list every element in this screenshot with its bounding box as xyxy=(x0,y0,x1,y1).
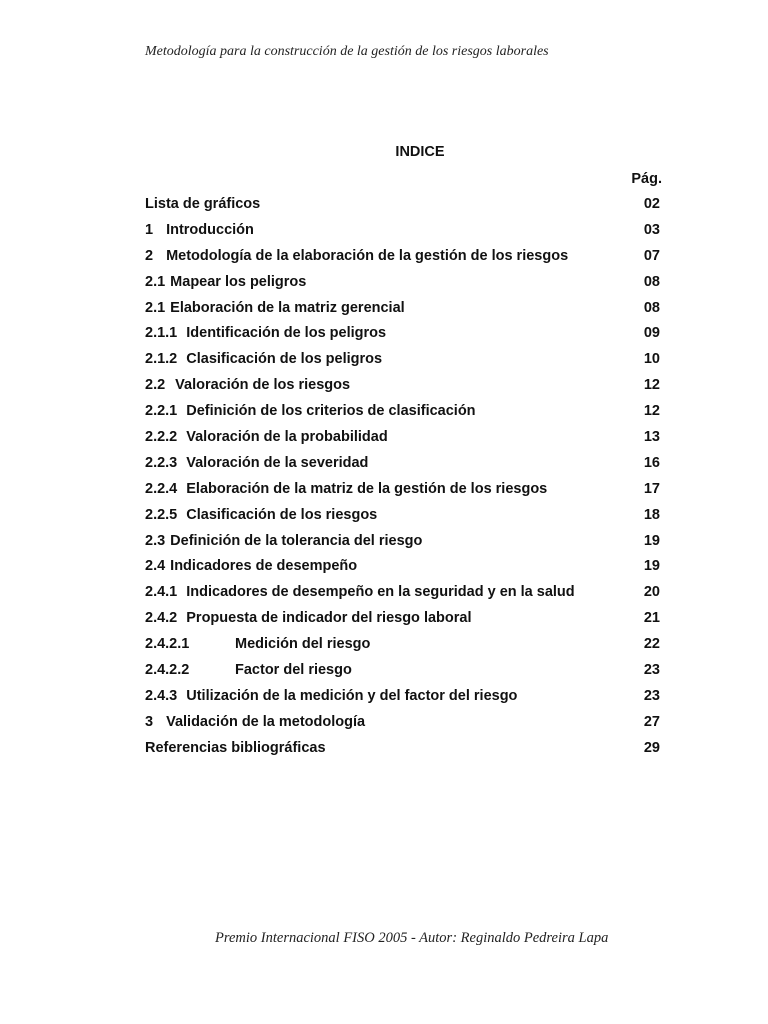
index-title: INDICE xyxy=(395,144,445,160)
toc-entry-title: Identificación de los peligros xyxy=(186,325,387,342)
toc-entry xyxy=(145,634,660,660)
toc-entry-title: Introducción xyxy=(166,221,254,238)
toc-entry xyxy=(145,479,660,505)
toc-entry-title: Indicadores de desempeño en la seguridad y en la salud xyxy=(186,584,575,601)
toc-entry-title: Medición del riesgo xyxy=(235,636,371,653)
toc-entry-page: 08 xyxy=(643,273,660,290)
toc-entry-page: 19 xyxy=(643,532,660,549)
toc-entry-number: 2.4.2 xyxy=(145,610,178,627)
toc-entry-page: 08 xyxy=(643,299,660,316)
toc-entry-page: 17 xyxy=(643,480,660,497)
toc-entry xyxy=(145,505,660,531)
toc-entry-number: 2.4.3 xyxy=(145,687,178,704)
toc-entry xyxy=(145,738,660,764)
toc-entry-page: 23 xyxy=(643,687,660,704)
toc-entry-title: Definición de los criterios de clasificación xyxy=(186,403,476,420)
toc-entry-page: 19 xyxy=(643,558,660,575)
toc-entry xyxy=(145,246,660,272)
toc-entry xyxy=(145,375,660,401)
toc-entry-title: Elaboración de la matriz gerencial xyxy=(170,299,405,316)
toc-entry-number: 2.2.5 xyxy=(145,506,178,523)
toc-entry-number: 2.4.2.2 xyxy=(145,662,190,679)
toc-entry xyxy=(145,323,660,349)
toc-entry xyxy=(145,556,660,582)
toc-entry-title: Clasificación de los riesgos xyxy=(186,506,378,523)
toc-entry xyxy=(145,660,660,686)
toc-entry-number: 2.2.1 xyxy=(145,403,178,420)
toc-entry-title: Elaboración de la matriz de la gestión de los riesgos xyxy=(186,480,548,497)
toc-entry xyxy=(145,608,660,634)
toc-entry-page: 02 xyxy=(643,196,660,212)
toc-entry-number: 2.1.1 xyxy=(145,325,178,342)
toc-entry-number: 1 xyxy=(145,221,154,238)
toc-entry-number: 2.1 xyxy=(145,299,166,316)
toc-entry-title: Clasificación de los peligros xyxy=(186,351,383,368)
toc-entry xyxy=(145,298,660,324)
toc-entry-page: 21 xyxy=(643,610,660,627)
toc-entry-page: 27 xyxy=(643,713,660,730)
page-column-label: Pág. xyxy=(631,171,662,187)
running-header: Metodología para la construcción de la gestión de los riesgos laborales xyxy=(145,44,549,59)
toc-entry-page: 12 xyxy=(643,377,660,394)
toc-entry-number: 2.2.2 xyxy=(145,429,178,446)
toc-entry-title: Factor del riesgo xyxy=(235,662,352,679)
toc-entry-number: 3 xyxy=(145,713,154,730)
toc-entry-title: Propuesta de indicador del riesgo laboral xyxy=(186,610,472,627)
toc-entry-number: 2.4.2.1 xyxy=(145,636,190,653)
toc-entry-number: 2.2.3 xyxy=(145,454,178,471)
toc-entry-number: 2.4 xyxy=(145,558,166,575)
toc-entry-page: 20 xyxy=(643,584,660,601)
toc-entry-title: Valoración de la probabilidad xyxy=(186,429,388,446)
toc-entry xyxy=(145,401,660,427)
toc-entry-page: 10 xyxy=(643,351,660,368)
toc-entry-number: 2.1.2 xyxy=(145,351,178,368)
toc-entry xyxy=(145,686,660,712)
toc-entry-page: 23 xyxy=(643,662,660,679)
toc-entry-title: Lista de gráficos xyxy=(145,196,261,212)
toc-entry xyxy=(145,220,660,246)
toc-entry xyxy=(145,349,660,375)
toc-entry-page: 07 xyxy=(643,247,660,264)
toc-entry-number: 2.1 xyxy=(145,273,166,290)
toc-entry-page: 03 xyxy=(643,221,660,238)
toc-entry-title: Validación de la metodología xyxy=(166,713,366,730)
toc-entry xyxy=(145,427,660,453)
toc-entry-number: 2.3 xyxy=(145,532,166,549)
toc-entry-title: Indicadores de desempeño xyxy=(170,558,358,575)
toc-entry-number: 2.2 xyxy=(145,377,166,394)
toc-entry-page: 13 xyxy=(643,429,660,446)
toc-entry-number: 2.2.4 xyxy=(145,480,178,497)
toc-entry-title: Referencias bibliográficas xyxy=(145,739,326,756)
toc-entry xyxy=(145,453,660,479)
toc-entry xyxy=(145,531,660,557)
toc-entry-page: 29 xyxy=(643,739,660,756)
toc-entry xyxy=(145,272,660,298)
toc-entry-page: 22 xyxy=(643,636,660,653)
toc-entry-title: Utilización de la medición y del factor del riesgo xyxy=(186,687,518,704)
toc-entry-title: Valoración de la severidad xyxy=(186,454,369,471)
toc-entry-page: 09 xyxy=(643,325,660,342)
toc-entry-title: Metodología de la elaboración de la gestión de los riesgos xyxy=(166,247,569,264)
toc-entry xyxy=(145,582,660,608)
toc-entry-page: 16 xyxy=(643,454,660,471)
toc-entry-page: 12 xyxy=(643,403,660,420)
toc-entry-title: Valoración de los riesgos xyxy=(175,377,351,394)
toc-entry xyxy=(145,712,660,738)
page-footer: Premio Internacional FISO 2005 - Autor: Reginaldo Pedreira Lapa xyxy=(215,930,609,946)
toc-entry-page: 18 xyxy=(643,506,660,523)
toc-entry-title: Definición de la tolerancia del riesgo xyxy=(170,532,423,549)
toc-entry xyxy=(145,194,660,220)
table-of-contents xyxy=(145,194,660,764)
toc-entry-number: 2 xyxy=(145,247,154,264)
toc-entry-title: Mapear los peligros xyxy=(170,273,307,290)
toc-entry-number: 2.4.1 xyxy=(145,584,178,601)
